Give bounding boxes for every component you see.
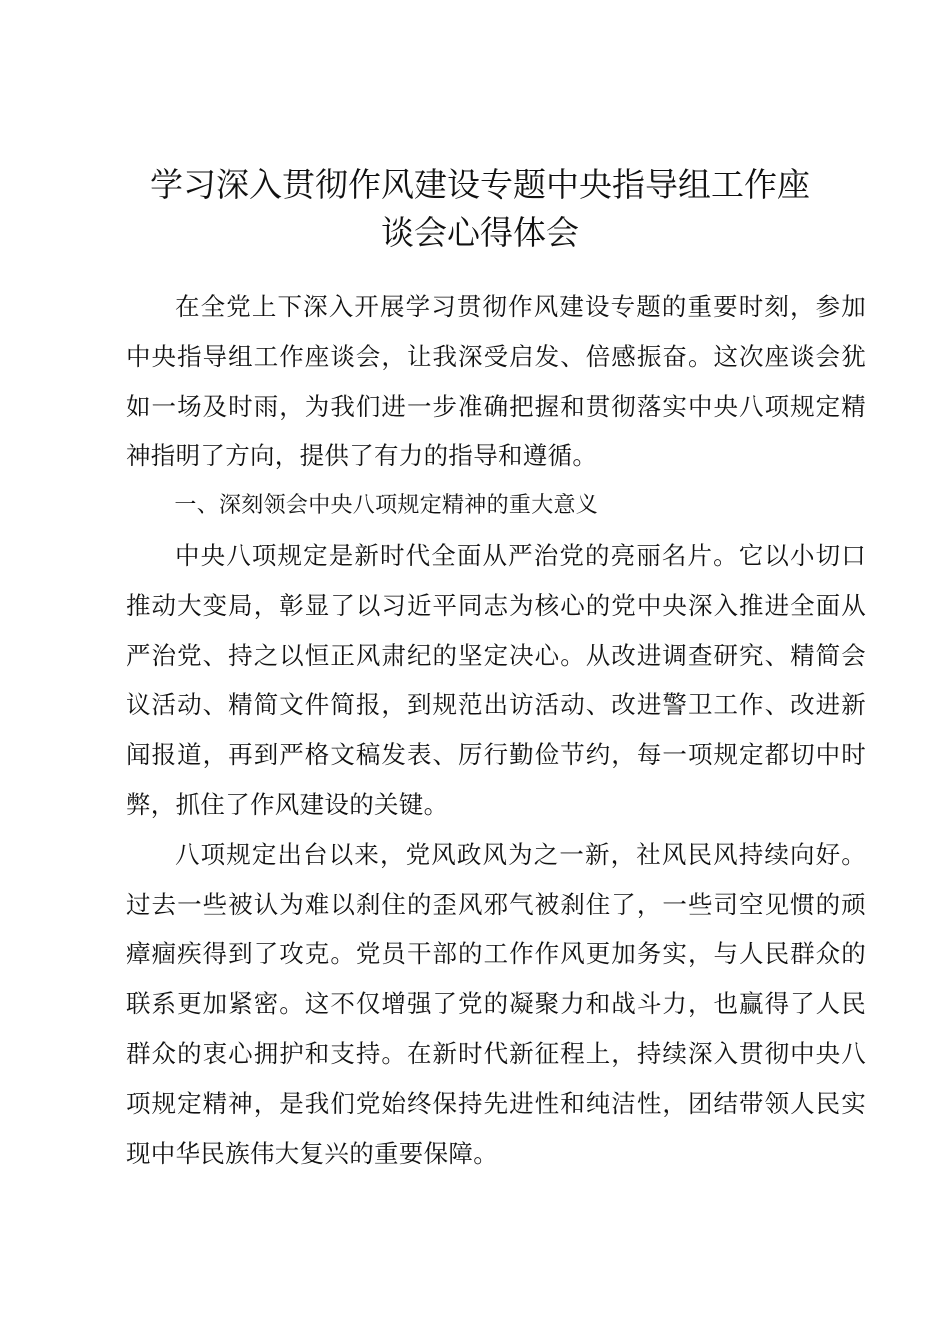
document-title-line-1: 学习深入贯彻作风建设专题中央指导组工作座 — [150, 165, 810, 204]
section-heading-1: 一、深刻领会中央八项规定精神的重大意义 — [174, 493, 599, 519]
document-body — [126, 282, 866, 1178]
paragraph-achievements: 八项规定出台以来，党风政风为之一新，社风民风持续向好。过去一些被认为难以刹住的歪风邪气被刹住了，一些司空见惯的顽瘴痼疾得到了攻克。党员干部的工作作风更加务实，与人民群众的联系更加紧密。这不仅增强了党的凝聚力和战斗力，也赢得了人民群众的衷心拥护和支持。在新时代新征程上，持续深入贯彻中央八项规定精神，是我们党始终保持先进性和纯洁性，团结带领人民实现中华民族伟大复兴的重要保障。 — [126, 839, 866, 1168]
document-title-line-2: 谈会心得体会 — [381, 213, 579, 252]
paragraph-intro: 在全党上下深入开展学习贯彻作风建设专题的重要时刻，参加中央指导组工作座谈会，让我深受启发、倍感振奋。这次座谈会犹如一场及时雨，为我们进一步准确把握和贯彻落实中央八项规定精神指明了方向，提供了有力的指导和遵循。 — [126, 292, 866, 471]
paragraph-significance: 中央八项规定是新时代全面从严治党的亮丽名片。它以小切口推动大变局，彰显了以习近平同志为核心的党中央深入推进全面从严治党、持之以恒正风肃纪的坚定决心。从改进调查研究、精简会议活动、精简文件简报，到规范出访活动、改进警卫工作、改进新闻报道，再到严格文稿发表、厉行勤俭节约，每一项规定都切中时弊，抓住了作风建设的关键。 — [126, 540, 866, 819]
